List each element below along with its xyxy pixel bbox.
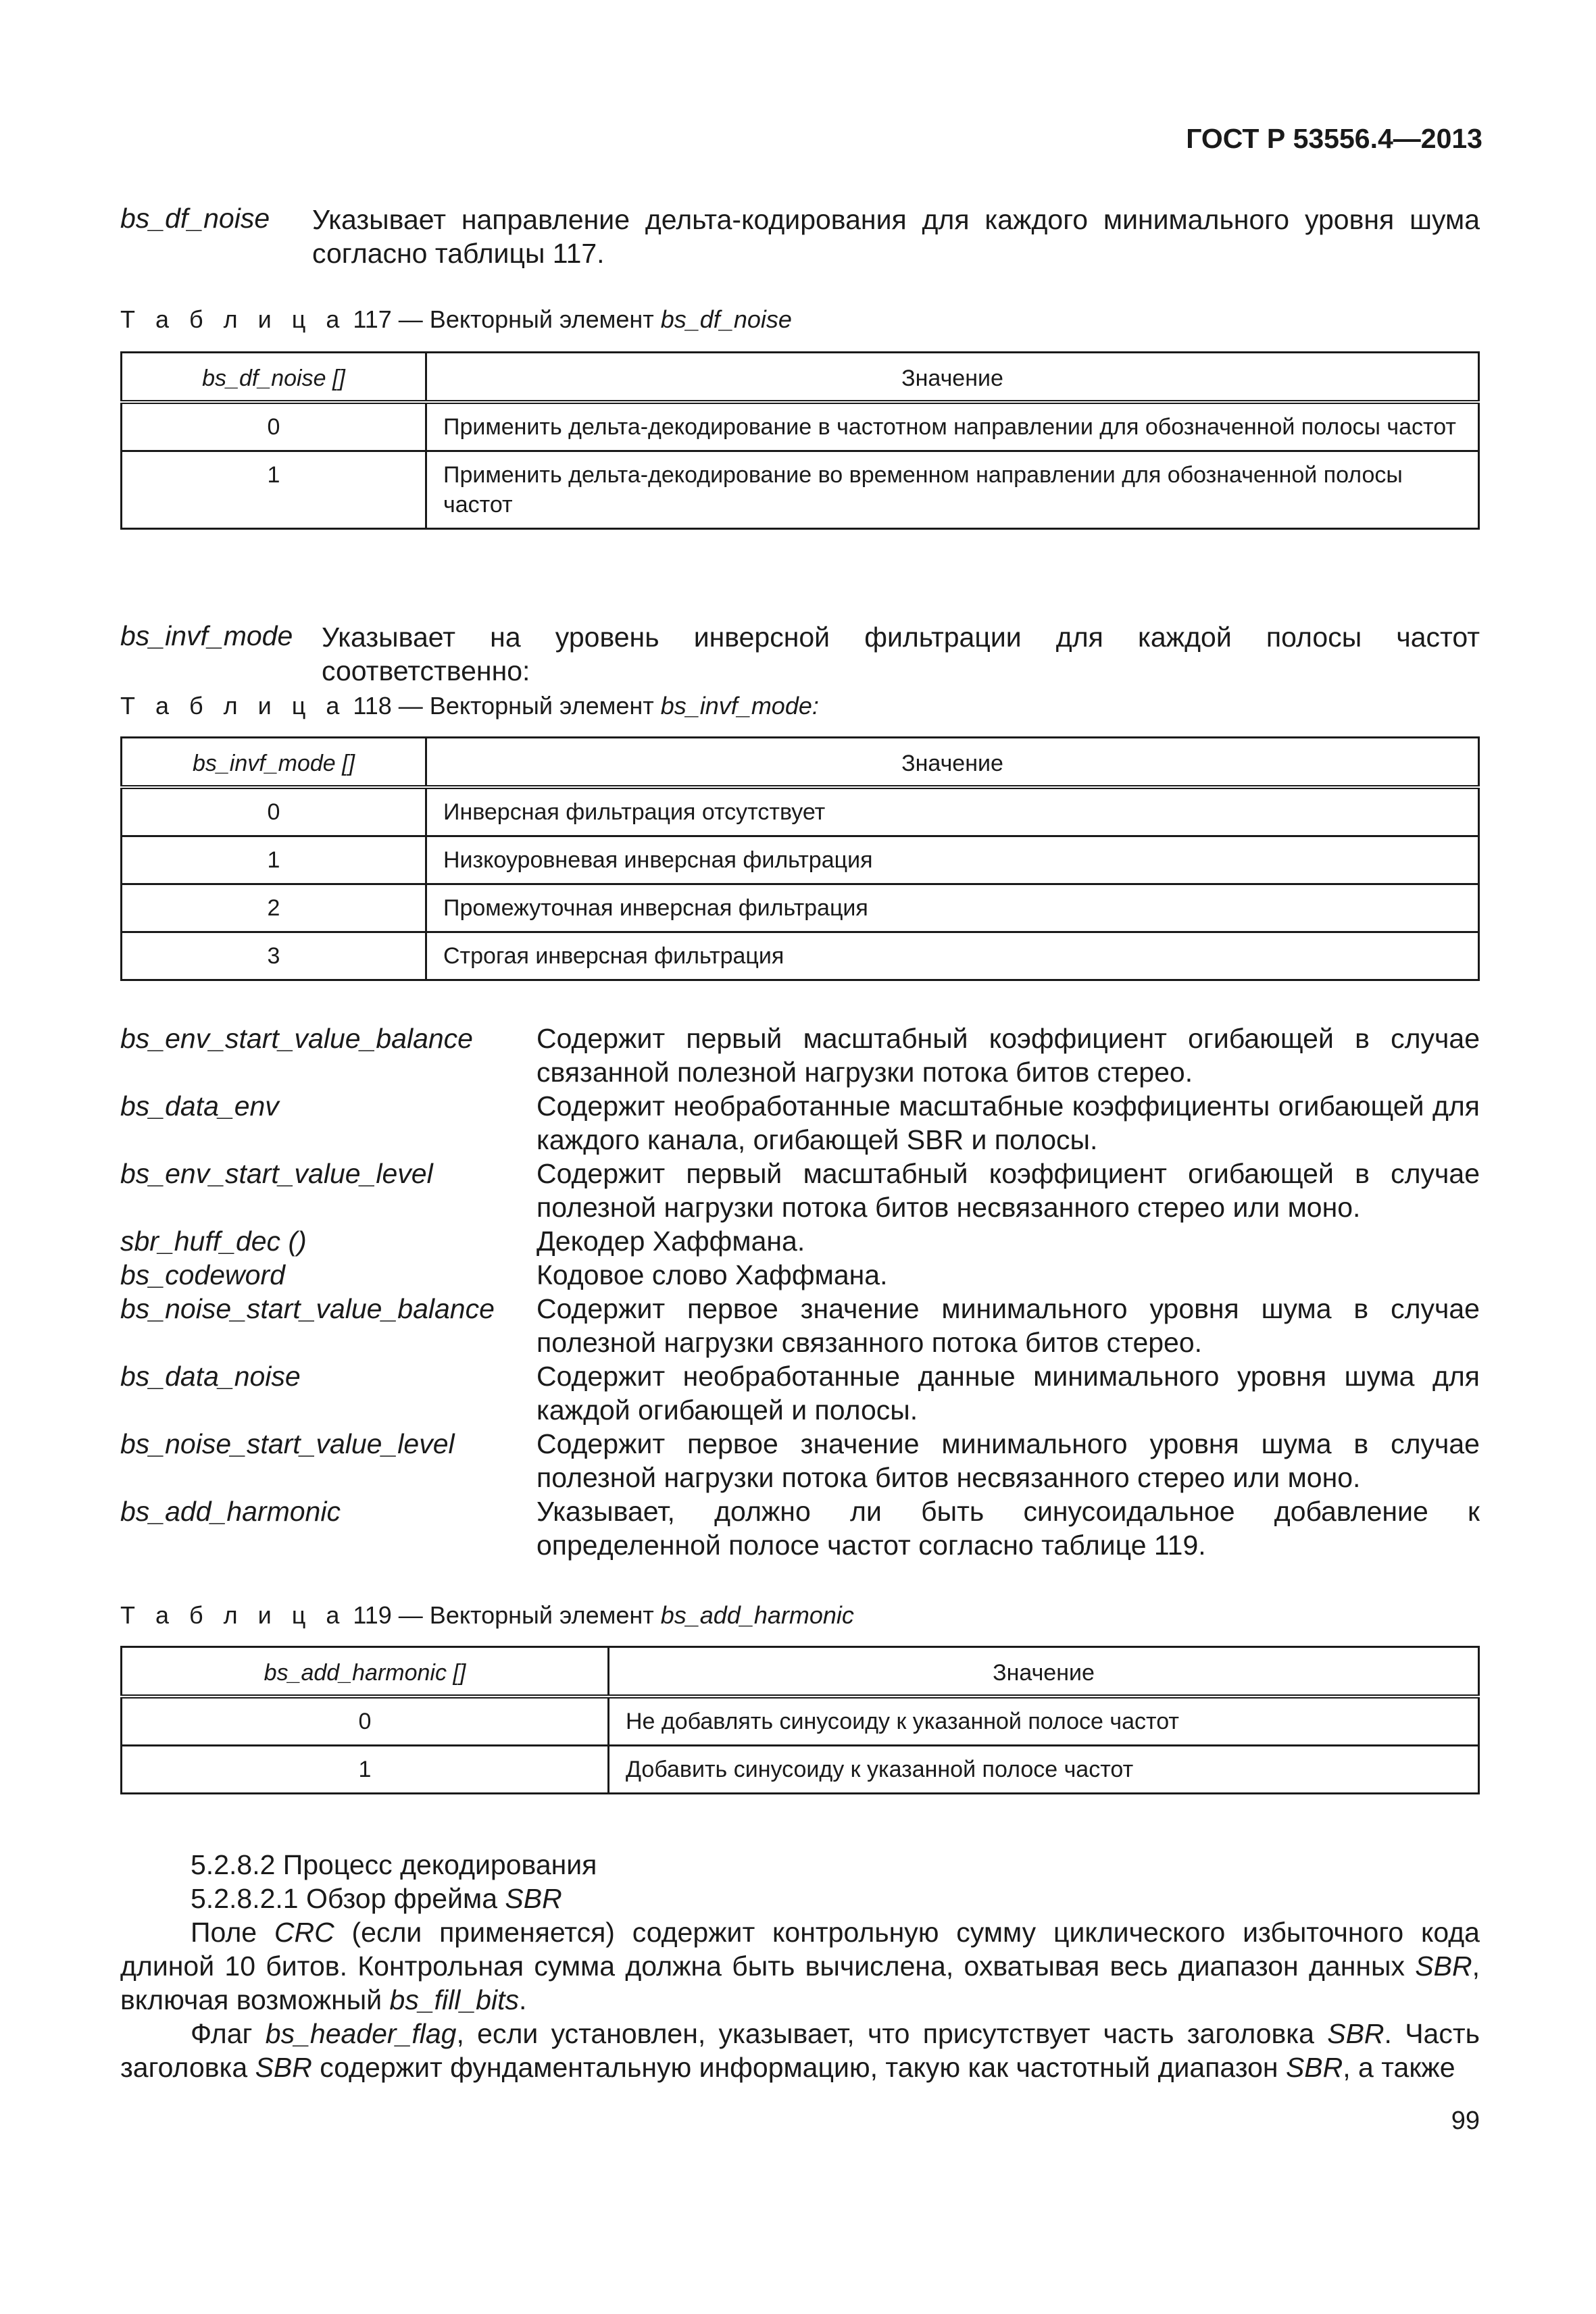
- text-run: (если применяется) содержит контрольную сумму циклического избыточного кода длиной 10 битов. Контрольная сумма должна быть вычислена, охватывая весь диапазон данных: [120, 1917, 1480, 1982]
- table-row: [122, 932, 1479, 980]
- caption-element: bs_add_harmonic: [660, 1601, 854, 1629]
- caption-label: Т а б л и ц а: [120, 1601, 347, 1629]
- definition-term: bs_data_env: [120, 1090, 279, 1122]
- table-cell-value: Добавить синусоиду к указанной полосе частот: [609, 1746, 1479, 1794]
- table-row: [122, 836, 1479, 884]
- definition-term: bs_add_harmonic: [120, 1496, 341, 1527]
- text-run-italic: SBR: [255, 2052, 312, 2083]
- caption-element: bs_invf_mode:: [660, 692, 819, 720]
- definition-term: bs_env_start_value_balance: [120, 1023, 473, 1054]
- text-run: , а также: [1343, 2052, 1455, 2083]
- definition-row: [120, 1258, 1480, 1292]
- text-run: . Часть заголовка: [120, 2018, 1480, 2083]
- text-run: , если установлен, указывает, что присутствует часть заголовка: [456, 2018, 1328, 2049]
- column-header-value: Значение: [609, 1647, 1479, 1697]
- paragraph-header-flag: [120, 2017, 1480, 2084]
- column-header-value: Значение: [426, 738, 1479, 788]
- table-cell-value: Не добавлять синусоиду к указанной полосе частот: [609, 1696, 1479, 1746]
- term-bs-df-noise: bs_df_noise: [120, 203, 270, 234]
- table-cell-key: 0: [122, 787, 426, 836]
- text-run-italic: SBR: [1415, 1951, 1472, 1982]
- definition-term: bs_data_noise: [120, 1361, 301, 1392]
- column-header-key: bs_add_harmonic []: [122, 1647, 609, 1697]
- definition-text: Указывает, должно ли быть синусоидальное добавление к определенной полосе частот согласно таблице 119.: [537, 1496, 1480, 1561]
- caption-element: bs_df_noise: [660, 305, 792, 333]
- definitions-list: [120, 1022, 1480, 1562]
- table-117: [120, 351, 1480, 530]
- table-row: [122, 451, 1479, 529]
- table-cell-value: Инверсная фильтрация отсутствует: [426, 787, 1479, 836]
- definition-row: [120, 1427, 1480, 1494]
- caption-label: Т а б л и ц а: [120, 692, 347, 720]
- subsection-number: 5.2.8.2.1 Обзор фрейма: [191, 1883, 505, 1914]
- table-cell-value: Промежуточная инверсная фильтрация: [426, 884, 1479, 932]
- table-row: [122, 1696, 1479, 1746]
- caption-text: 117 — Векторный элемент: [346, 305, 661, 333]
- definition-term: sbr_huff_dec (): [120, 1226, 307, 1257]
- column-header-value: Значение: [426, 353, 1479, 403]
- paragraph-crc: [120, 1915, 1480, 2017]
- table-117-caption: [120, 305, 792, 334]
- section-heading: 5.2.8.2 Процесс декодирования: [191, 1849, 597, 1880]
- text-run: Флаг: [191, 2018, 266, 2049]
- subsection-heading: [120, 1882, 1480, 1915]
- table-cell-value: Строгая инверсная фильтрация: [426, 932, 1479, 980]
- definition-text: Содержит необработанные масштабные коэффициенты огибающей для каждого канала, огибающей SBR и полосы.: [537, 1090, 1480, 1155]
- text-run: , включая возможный: [120, 1951, 1480, 2015]
- table-119: [120, 1646, 1480, 1794]
- table-cell-key: 1: [122, 451, 426, 529]
- table-cell-value: Низкоуровневая инверсная фильтрация: [426, 836, 1479, 884]
- definition-row: [120, 1494, 1480, 1562]
- definition-term: bs_noise_start_value_balance: [120, 1293, 495, 1324]
- definition-bs-df-noise: Указывает направление дельта-кодирования для каждого минимального уровня шума согласно таблицы 117.: [312, 204, 1480, 269]
- table-cell-key: 1: [122, 1746, 609, 1794]
- table-row: [122, 787, 1479, 836]
- table-row: [122, 402, 1479, 451]
- table-cell-key: 3: [122, 932, 426, 980]
- table-cell-key: 1: [122, 836, 426, 884]
- table-cell-key: 0: [122, 1696, 609, 1746]
- text-run: .: [518, 1984, 527, 2015]
- column-header-key: bs_df_noise []: [122, 353, 426, 403]
- caption-label: Т а б л и ц а: [120, 305, 347, 333]
- table-119-caption: [120, 1601, 854, 1630]
- text-run-italic: bs_fill_bits: [389, 1984, 519, 2015]
- definition-term: bs_env_start_value_level: [120, 1158, 433, 1189]
- text-run-italic: SBR: [1327, 2018, 1385, 2049]
- table-header-row: [122, 738, 1479, 788]
- definition-term: bs_codeword: [120, 1259, 285, 1290]
- table-cell-value: Применить дельта-декодирование в частотном направлении для обозначенной полосы частот: [426, 402, 1479, 451]
- standard-number: ГОСТ Р 53556.4—2013: [1186, 123, 1482, 154]
- body-text: [120, 1848, 1480, 2084]
- text-run-italic: bs_header_flag: [265, 2018, 457, 2049]
- caption-text: 119 — Векторный элемент: [346, 1601, 661, 1629]
- table-cell-key: 2: [122, 884, 426, 932]
- table-row: [122, 1746, 1479, 1794]
- definition-row: [120, 1292, 1480, 1359]
- text-run: Поле: [191, 1917, 274, 1948]
- caption-text: 118 — Векторный элемент: [346, 692, 661, 720]
- definition-text: Кодовое слово Хаффмана.: [537, 1259, 888, 1290]
- definition-text: Содержит первый масштабный коэффициент огибающей в случае связанной полезной нагрузки потока битов стерео.: [537, 1023, 1480, 1088]
- definition-text: Содержит первое значение минимального уровня шума в случае полезной нагрузки связанного потока битов стерео.: [537, 1293, 1480, 1358]
- definition-text: Декодер Хаффмана.: [537, 1226, 805, 1257]
- table-row: [122, 884, 1479, 932]
- definition-text: Содержит первый масштабный коэффициент огибающей в случае полезной нагрузки потока битов несвязанного стерео или моно.: [537, 1158, 1480, 1223]
- table-118-caption: [120, 692, 819, 720]
- definition-row: [120, 1022, 1480, 1089]
- subsection-term: SBR: [505, 1883, 562, 1914]
- definition-row: [120, 1089, 1480, 1157]
- definition-text: Содержит необработанные данные минимального уровня шума для каждой огибающей и полосы.: [537, 1361, 1480, 1426]
- table-header-row: [122, 1647, 1479, 1697]
- definition-row: [120, 1224, 1480, 1258]
- text-run-italic: SBR: [1285, 2052, 1343, 2083]
- table-header-row: [122, 353, 1479, 403]
- page-number: 99: [1451, 2107, 1480, 2135]
- definition-bs-invf-mode: Указывает на уровень инверсной фильтрации для каждой полосы частот соответственно:: [322, 622, 1480, 686]
- definition-row: [120, 1359, 1480, 1427]
- table-cell-key: 0: [122, 402, 426, 451]
- table-118: [120, 736, 1480, 981]
- text-run-italic: CRC: [274, 1917, 334, 1948]
- definition-row: [120, 1157, 1480, 1224]
- definition-text: Содержит первое значение минимального уровня шума в случае полезной нагрузки потока битов несвязанного стерео или моно.: [537, 1428, 1480, 1493]
- table-cell-value: Применить дельта-декодирование во временном направлении для обозначенной полосы частот: [426, 451, 1479, 529]
- definition-term: bs_noise_start_value_level: [120, 1428, 455, 1459]
- text-run: содержит фундаментальную информацию, такую как частотный диапазон: [311, 2052, 1286, 2083]
- column-header-key: bs_invf_mode []: [122, 738, 426, 788]
- term-bs-invf-mode: bs_invf_mode: [120, 620, 293, 651]
